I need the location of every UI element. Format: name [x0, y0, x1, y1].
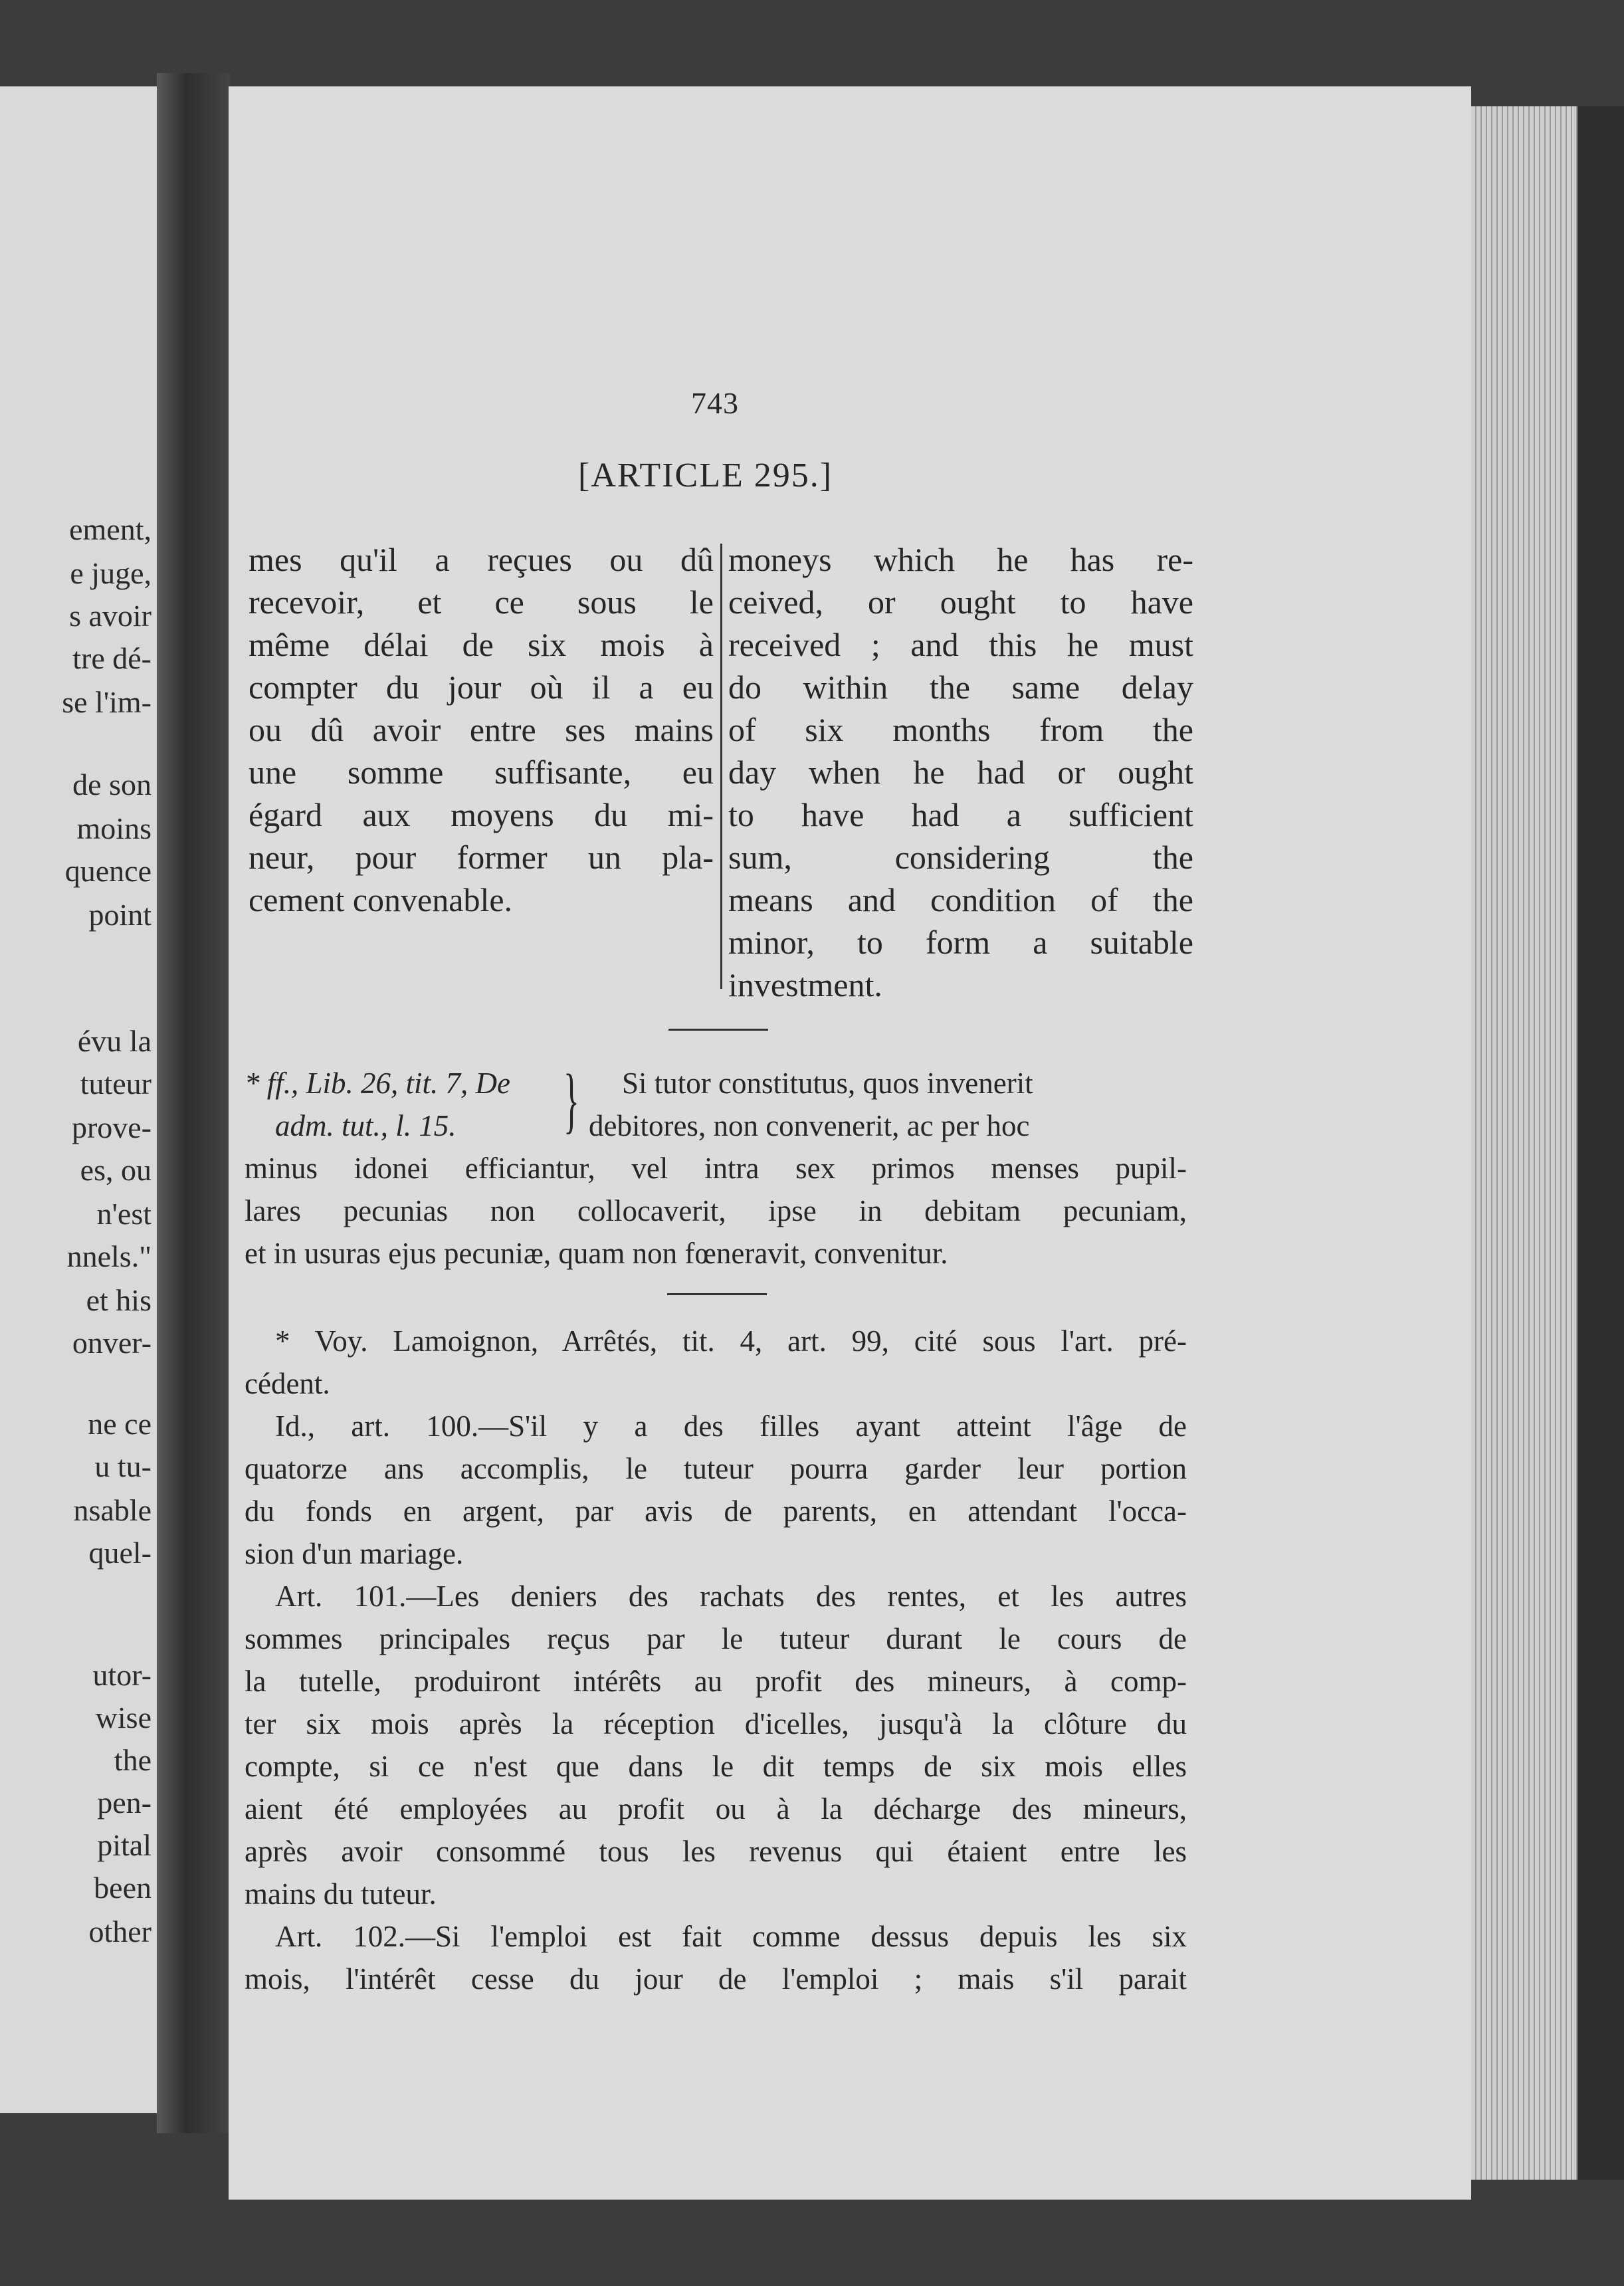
- left-page-line: moins: [76, 811, 152, 845]
- left-page-line: wise: [95, 1701, 152, 1734]
- text-line: investment.: [728, 966, 882, 1003]
- article-101-paragraph: [245, 1575, 1187, 1915]
- left-page-line: de son: [72, 768, 152, 801]
- text-line: égard aux moyens du mi-: [249, 796, 714, 833]
- book-gutter: [157, 73, 230, 2133]
- left-page-line: tuteur: [80, 1067, 152, 1100]
- text-line: du fonds en argent, par avis de parents, en attendant l'occa-: [245, 1495, 1187, 1528]
- text-line: quatorze ans accomplis, le tuteur pourra garder leur portion: [245, 1452, 1187, 1485]
- left-page-line: utor-: [92, 1658, 152, 1692]
- left-page-line: tre dé-: [72, 641, 152, 675]
- text-line: Id., art. 100.—S'il y a des filles ayant atteint l'âge de: [275, 1409, 1187, 1443]
- text-line: neur, pour former un pla-: [249, 839, 714, 876]
- text-line: means and condition of the: [728, 881, 1193, 918]
- text-line: une somme suffisante, eu: [249, 754, 714, 791]
- latin-text-line-2: debitores, non convenerit, ac per hoc: [589, 1109, 1030, 1142]
- left-page-fragment: [0, 86, 157, 2113]
- text-line: mes qu'il a reçues ou dû: [249, 541, 714, 578]
- left-page-line: e juge,: [70, 556, 152, 590]
- left-page-line: nsable: [73, 1493, 152, 1527]
- text-line: received ; and this he must: [728, 626, 1193, 663]
- left-page-line: pital: [97, 1828, 152, 1862]
- left-page-line: u tu-: [94, 1449, 152, 1483]
- article-heading: [ARTICLE 295.]: [578, 457, 833, 494]
- citation-brace: }: [563, 1059, 579, 1140]
- text-line: aient été employées au profit ou à la décharge des mineurs,: [245, 1792, 1187, 1825]
- left-page-line: es, ou: [80, 1153, 152, 1187]
- text-line: of six months from the: [728, 711, 1193, 748]
- left-page-line: prove-: [71, 1110, 152, 1144]
- text-line: do within the same delay: [728, 669, 1193, 706]
- text-line: cement convenable.: [249, 881, 513, 918]
- text-line: recevoir, et ce sous le: [249, 583, 714, 621]
- left-page-line: nnels.": [66, 1239, 152, 1273]
- voy-reference: [245, 1320, 1187, 1405]
- page-edges-shadow: [1577, 106, 1624, 2180]
- text-line: Art. 101.—Les deniers des rachats des rentes, et les autres: [275, 1580, 1187, 1613]
- left-page-line: ne ce: [88, 1407, 152, 1441]
- left-page-line: onver-: [72, 1326, 152, 1360]
- left-page-line: other: [88, 1915, 152, 1948]
- column-divider: [720, 544, 722, 989]
- citation-source-line-1: * ff., Lib. 26, tit. 7, De: [245, 1067, 511, 1100]
- text-line: sum, considering the: [728, 839, 1193, 876]
- article-102-paragraph: [245, 1915, 1187, 2000]
- left-page-line: se l'im-: [62, 685, 152, 719]
- section-rule: [668, 1029, 768, 1031]
- text-line: après avoir consommé tous les revenus qui étaient entre les: [245, 1835, 1187, 1868]
- article-100-paragraph: [245, 1405, 1187, 1575]
- text-line: Art. 102.—Si l'emploi est fait comme dessus depuis les six: [275, 1920, 1187, 1953]
- left-page-line: n'est: [96, 1197, 152, 1231]
- text-line: minus idonei efficiantur, vel intra sex primos menses pupil-: [245, 1152, 1187, 1185]
- left-page-line: quence: [64, 854, 152, 888]
- text-line: compte, si ce n'est que dans le dit temps de six mois elles: [245, 1750, 1187, 1783]
- left-page-line: point: [88, 898, 152, 932]
- text-line: lares pecunias non collocaverit, ipse in debitam pecuniam,: [245, 1194, 1187, 1227]
- left-page-line: pen-: [97, 1786, 152, 1819]
- french-column: [249, 538, 714, 921]
- text-line: la tutelle, produiront intérêts au profit des mineurs, à comp-: [245, 1665, 1187, 1698]
- text-line: minor, to form a suitable: [728, 924, 1193, 961]
- text-line: sommes principales reçus par le tuteur durant le cours de: [245, 1622, 1187, 1655]
- latin-text-block: [245, 1147, 1187, 1275]
- text-line: même délai de six mois à: [249, 626, 714, 663]
- left-page-line: évu la: [77, 1024, 152, 1058]
- page-number: 743: [691, 386, 739, 420]
- text-line: mains du tuteur.: [245, 1877, 437, 1911]
- text-line: compter du jour où il a eu: [249, 669, 714, 706]
- text-line: day when he had or ought: [728, 754, 1193, 791]
- citation-source-line-2: adm. tut., l. 15.: [275, 1109, 457, 1142]
- text-line: ter six mois après la réception d'icelles, jusqu'à la clôture du: [245, 1707, 1187, 1740]
- text-line: ceived, or ought to have: [728, 583, 1193, 621]
- left-page-line: et his: [86, 1283, 152, 1317]
- text-line: moneys which he has re-: [728, 541, 1193, 578]
- text-line: mois, l'intérêt cesse du jour de l'emploi ; mais s'il parait: [245, 1962, 1187, 1996]
- latin-text-line-1: Si tutor constitutus, quos invenerit: [622, 1067, 1033, 1100]
- page-edges: [1471, 106, 1577, 2180]
- text-line: sion d'un mariage.: [245, 1537, 464, 1570]
- left-page-line: the: [114, 1743, 152, 1777]
- text-line: et in usuras ejus pecuniæ, quam non fœneravit, convenitur.: [245, 1237, 948, 1270]
- left-page-line: ement,: [69, 512, 152, 546]
- text-line: cédent.: [245, 1367, 330, 1400]
- section-rule: [667, 1293, 767, 1295]
- left-page-line: quel-: [88, 1536, 152, 1570]
- left-page-line: been: [94, 1871, 152, 1905]
- text-line: ou dû avoir entre ses mains: [249, 711, 714, 748]
- english-column: [728, 538, 1193, 1006]
- left-page-line: s avoir: [69, 599, 152, 633]
- text-line: * Voy. Lamoignon, Arrêtés, tit. 4, art. 99, cité sous l'art. pré-: [275, 1324, 1187, 1358]
- text-line: to have had a sufficient: [728, 796, 1193, 833]
